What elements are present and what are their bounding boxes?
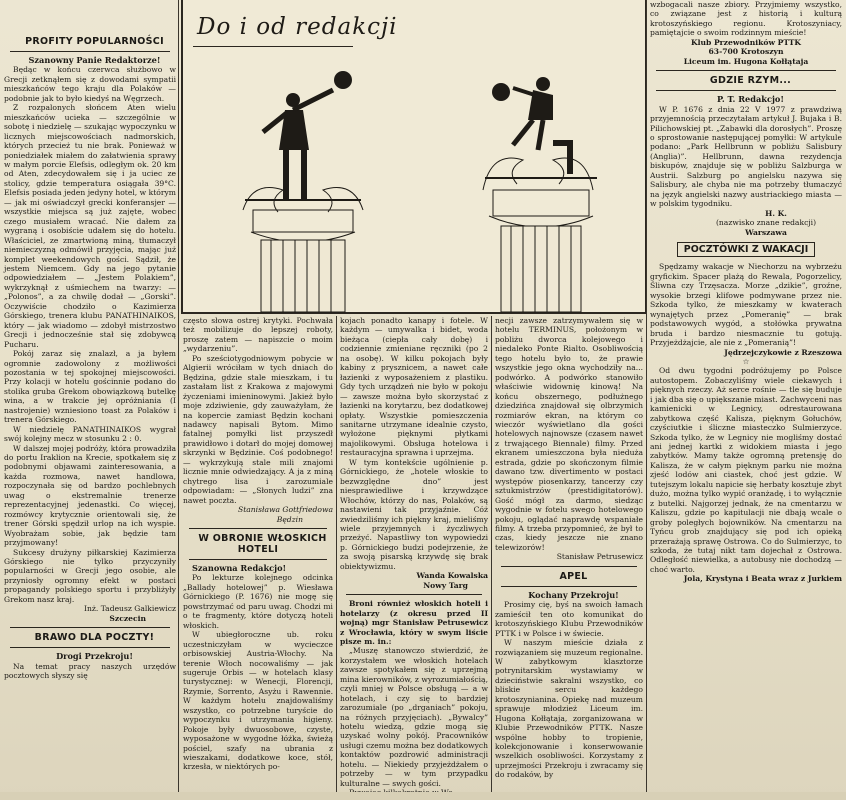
header-illustration [181, 0, 647, 314]
salutation: P. T. Redakcjo! [717, 94, 784, 105]
left-man-figure [263, 90, 333, 200]
page-bottom-edge [0, 792, 846, 800]
left-ball [334, 71, 352, 89]
column-2 [183, 316, 333, 792]
signature-city: Nowy Targ [423, 580, 468, 590]
salutation: Kochany Przekroju! [528, 589, 619, 600]
paragraph: „Muszę stanowczo stwierdzić, że korzystałem we włoskich hotelach zawsze spotykałem się z uprzejmą mina kierowników, z wyrozumiałością, czyli mniej w Polsce obsługą — a w hotelach, i czy się to bardziej zarozumiale (po „drganiach” pokoju, na różnych przyjęciach). „Bywalcy” hotelu wiedzą, gdzie mogą się uzyskać wolny pokój. Pracowników usługi czemu można bez dodatkowych kontaktów pozdrowić administracji hotelu. — Niekiedy przyjeżdżałem o potrzeby — w tym przypadku kulturalne — swych gości. [340, 646, 488, 788]
paragraph: Będąc w końcu czerwca służbowo w Grecji zetknąłem się z dowodami sympatii mieszkańców tego kraju dla Polaków — podobnie jak to było kiedyś na Węgrzech. [4, 65, 176, 103]
heading-profity: PROFITY POPULARNOŚCI [25, 36, 164, 47]
paragraph: W dalszej mojej podróży, która prowadziła do portu Iraklion na Krecie, spotkałem się z podobnymi objawami zainteresowania, a każda rozmowa, nawet handlowa, rozpoczynała się od bardzo pochlebnych uwag o ekstremalnie trenerze reprezentacyjnej jedenastki. Co więcej, rozmówcy krytycznie orientowali się, że trener Górski spędził urlop na ich wyspie. Wyobrażam sobie, jak będzie tam przyjmowany! [4, 443, 176, 548]
divider [10, 647, 170, 648]
paragraph: Sukcesy drużyny piłkarskiej Kazimierza Górskiego nie tylko przyczyniły popularności w Grecji jego osobie, ale przyniosły ogromny efekt w postaci propagandy polskiego sportu i przybliżyły Grekom nasz kraj. [4, 547, 176, 604]
paragraph: często słowa ostrej krytyki. Pochwała też mobilizuje do lepszej roboty, proszę zatem — napiszcie o moim „wydarzeniu”. [183, 316, 333, 354]
right-ball [492, 83, 510, 101]
divider [346, 594, 482, 595]
star-separator: ☆ [742, 356, 750, 366]
heading-pocztowki: POCZTÓWKI Z WAKACJI [677, 242, 816, 257]
heading-gdzie-rzym: GDZIE RZYM... [709, 75, 792, 87]
signature: Jola, Krystyna i Beata wraz z Jurkiem [683, 574, 842, 584]
heading-w-obronie: W OBRONIE WŁOSKICH HOTELI [198, 532, 327, 555]
salutation: Szanowny Panie Redaktorze! [28, 55, 161, 65]
signature: Stanisław Petrusewicz [556, 552, 643, 562]
divider [501, 566, 637, 567]
club-line: Klub Przewodników PTTK [691, 37, 801, 47]
column-rule [336, 316, 337, 792]
column-4 [495, 316, 643, 792]
heading-brawo: BRAWO DLA POCZTY! [34, 632, 155, 644]
signature-city: Warszawa [745, 227, 787, 237]
paragraph: W naszym mieście działa z rozwiązaniem się muzeum regionalne. W zabytkowym klasztorze potrynitarskim wystawiamy w dzieciństwie sakralni wszystko, co bliskie sercu każdego krotoszynianina. Opiekę nad muzeum sprawuje młodzież Liceum im. Hugona Kołłątaja, zorganizowana w Klubie Przewodników PTTK. Nasze wspólne hobby to tropienie, kolekcjonowanie i konserwowanie wszelkich osobliwości. Korzystamy z uprzejmości Przekroju i zwracamy się do rodaków, by [495, 638, 643, 780]
signature-city: Szczecin [109, 613, 146, 623]
divider [189, 559, 327, 560]
column-rule [178, 0, 179, 792]
paragraph: necji zawsze zatrzymywałem się w hotelu TERMINUS, położonym w pobliżu dworca kolejowego i niedaleko Ponte Rialto. Osobliwością tego hotelu było to, że prawie wszystkie jego okna wychodziły na... podwórko. A podwórko stanowiło właściwie widownię kinową! Na końcu obszernego, podłużnego dziedzińca znajdował się olbrzymich rozmiarów ekran, na którym co wieczór wyświetlano dla gości hotelowych najnowsze (czasem nawet z trwającego Biennale) filmy. Przed ekranem umieszczona była nieduża estrada, gdzie po skończonym filmie dawano tzw. divertimento w postaci występów piosenkarzy, tancerzy czy sztukmistrzów (prestidigitatorów). Gość mógł za darmo, siedząc wygodnie w fotelu swego hotelowego pokoju, oglądać naprawdę wspaniałe filmy. A trzeba przypomnieć, że był to czas, kiedy jeszcze nie znano telewizorów! [495, 316, 643, 552]
paragraph: Z rozpalonych słońcem Aten wielu mieszkańców ucieka — szczególnie w sobotę i niedzielę — szukając wypoczynku w licznych miejscowościach nadmorskich, których przecież tu nie brak. Ponieważ w poniedziałek miałem do załatwienia sprawy w małym porcie Elefsis, odległym ok. 20 km od Aten, zdecydowałem się i ja uciec ze stolicy, gdzie temperatura osiągała 39°C. Elefsis posiada jeden jedyny hotel, w którym — jak mi oświadczył grecki konferansjer — wszystkie miejsca są już zajęte, wobec czego musiałem wracać. Nie dałem za wygraną i osobiście udałem się do hotelu. Właściciel, ze zmartwioną miną, tłumaczył niemieczyzną odmówił przyjęcia, mając już komplet weekendowych gości. Sądził, że jestem Niemcem. Gdy na jego pytanie odpowiedziałem — „Jestem Polakiem”, wykrzyknął z uśmiechem na twarzy: — „Polonos”, a za chwilę dodał — „Gorski”. Oczywiście chodziło o Kazimierza Górskiego, trenera klubu PANATHINAIKOS, który — jak wiadomo — zdobył mistrzostwo Grecji i jednocześnie stał się zdobywcą Pucharu. [4, 103, 176, 349]
divider [10, 51, 170, 52]
signature: Jędrzejczykowie z Rzeszowa [724, 347, 842, 357]
paragraph: W P. 1676 z dnia 22 V 1977 z prawdziwą przyjemnością przeczytałam artykuł J. Bujaka i B. Pilichowskiej pt. „Zabawki dla dorosłych”. Proszę o sprostowanie następującej pomyłki: W artykule podano: „Park Hellbrunn w pobliżu Salisbury (Anglia)”. Hellbrunn, dawna rezydencja biskupów, znajduje się w pobliżu Salzburga w Austrii. Salzburg po angielsku nazywa się Salisbury, ale chyba nie ma potrzeby tłumaczyć na język angielski nazwy austriackiego miasta — w polskim tygodniku. [650, 104, 842, 209]
paragraph: W niedzielę PANATHINAIKOS wygrał swój kolejny mecz w stosunku 2 : 0. [4, 424, 176, 444]
section-title: Do i od redakcji [197, 14, 398, 40]
paragraph: Prosimy cię, byś na swoich łamach zamieścił ten oto komunikat do krotoszyńskiego Klubu Przewodników PTTK i w Polsce i w świecie. [495, 600, 643, 638]
club-line: 63-700 Krotoszyn [708, 47, 784, 57]
heading-apel: APEL [559, 570, 588, 582]
divider [501, 586, 637, 587]
paragraph: Po sześciotygodniowym pobycie w Algierii wróciłam w tych dniach do Będzina, gdzie stale mieszkam, i tu zastałam list z Krakowa z majowymi życzeniami imieninowymi. Jakież było moje zdziwienie, gdy zauważyłam, że na kopercie zamiast Będzin kochani nadawcy napisali Bytom. Mimo fatalnej pomyłki list przyszedł prawidłowo i dotarł do mojej domowej skrzynki w Będzinie. Coś podobnego! — wykrzykują stale mili znajomi licznie mnie odwiedzający. A ja z miną chytrego lisa i zarozumiale odpowiadam: — „Słonych ludzi” zna nawet poczta. [183, 353, 333, 505]
left-column-drawing [243, 188, 363, 313]
paragraph: Pokój zaraz się znalazł, a ja byłem ogromnie zadowolony z możliwości pozostania w tej spokojnej miejscowości. Przy kolacji w hotelu gościnnie podano do stolika gruba Grekom obowiązkową butelkę wina, a w trakcie jej opróżniania (I nastrojenie) wzniesiono toast za Polaków i trenera Górskiego. [4, 349, 176, 425]
signature: Inż. Tadeusz Galkiewicz [83, 604, 176, 614]
paragraph: W ubiegłoroczne ub. roku uczestniczyłam w wycieczce orbisowskiej Austria-Włochy. Na terenie Włoch nocowaliśmy — jak sugeruje Orbis — w hotelach klasy turystycznej: w Wenecji, Florencji, Rzymie, Sorrento, Asyżu i Rawennie. W każdym hotelu znajdowaliśmy wszystko, co potrzebne turyście do wypoczynku i utrzymania higieny. Pokoje były dwuosobowe, czyste, wyposażone w wygodne łóżka, świeżą pościel, szafy na ubrania z wieszakami, dodatkowe koce, stół, krzesła, w niektórych po- [183, 630, 333, 772]
signature-note: (nazwisko znane redakcji) [715, 218, 817, 228]
paragraph: Na temat pracy naszych urzędów pocztowych słyszy się [4, 661, 176, 681]
club-line: Liceum im. Hugona Kołłątaja [683, 56, 809, 66]
salutation: Szanowna Redakcjo! [192, 562, 287, 573]
divider [656, 70, 836, 71]
paragraph: wzbogacali nasze zbiory. Przyjmiemy wszystko, co związane jest z historią i kulturą krotoszyńskiego regionu. Krotoszyniacy, pamiętajcie o swoim rodzinnym mieście! [650, 0, 842, 38]
divider [189, 528, 327, 529]
paragraph: Po lekturze kolejnego odcinka „Ballady hotelowej” p. Wiesława Górnickiego (P. 1676) nie mogę się powstrzymać od paru uwag. Chodzi mi o te fragmenty, które dotyczą hoteli włoskich. [183, 573, 333, 630]
column-3 [340, 316, 488, 792]
signature-city: Będzin [276, 514, 303, 524]
signature: H. K. [765, 208, 787, 218]
column-5 [650, 0, 842, 792]
signature: Stanisława Gottfriedowa [238, 505, 333, 515]
paragraph: Od dwu tygodni podróżujemy po Polsce autostopem. Zobaczyliśmy wiele ciekawych i pięknych rzeczy. Aż serce rośnie — tle się buduje i jak dba się o upiększanie miast. Zachwyceni nas kamienicki w Legnicy, odrestaurowana zabytkowa część Kalisza, pięknym Gołuchów, czyściutkie i śliczne miasteczko Sulmierzyce. Szkoda tylko, że w Legnicy nie mogliśmy dostać ani jednej kartki z widokiem miasta i jego zabytków. Mamy także ogromną pretensję do Kalisza, że w całym pięknym parku nie można zjeść lodów ani ciastek, choć jest gdzie. W tutejszym lokalu napicie się herbaty kosztuje zbyt dużo, można tylko wypić oranżadę, i to wyłącznie z butelki. Najgorzej jednak, że na cmentarzu w Kaliszu, gdzie po kapitulacji nie dbają wcale o groby poległych bojowników. Na cmentarzu na Tyńcu grob znajdujący się pod ich opieką przerażają sprawę Ostrowa. Co do Sulmierzyc, to szkoda, że tutaj nikt tam dojechał z Ostrowa. Odległość niewielka, a autobusy nie dochodzą — choć warto. [650, 366, 842, 574]
bold-intro: Broni również włoskich hoteli i hotelarzy (z okresu przed II wojną) mgr Stanisław Petrusewicz z Wrocławia, który w swym liście pisze m. in.: [340, 599, 488, 646]
paragraph: Spędzamy wakacje w Niechorzu na wybrzeżu gryfickim. Spacer plażą do Rewala, Pogorzelicy, Śliwna czy Trzęsacza. Morze „dzikie”, groźne, wysokie brzegi klifowe podmywane przez nie. Szkoda tylko, że mieszkamy w kwaterach wynajętych przez „Pomeranię” — brak podstawowych wygód, a stołówka prywatna bruda i bardzo niesmacznie tu gotują. Przyjeżdżajcie, ale nie z „Pomeranią”! [650, 262, 842, 348]
divider [10, 627, 170, 628]
salutation: Drogi Przekroju! [56, 651, 133, 662]
column-rule [646, 0, 647, 792]
column-rule [491, 316, 492, 792]
signature: Wanda Kowalska [416, 571, 488, 581]
divider [656, 90, 836, 91]
columns-illustration [183, 0, 645, 312]
column-1 [4, 0, 176, 792]
paragraph: kojach ponadto kanapy i fotele. W każdym — umywalka i bidet, woda bieżąca (ciepła cały dobę) i codziennie zmieniane ręczniki (po 2 na osobę). W kilku pokojach były kabiny z prysznicem, a nawet całe łazienki z wyposażeniem z plastiku. Gdy tych urządzeń nie było w pokoju — zawsze można było skorzystać z łazienki na korytarzu, bez dodatkowej opłaty. Wszystkie pomieszczenia sanitarne utrzymane idealnie czysto, wyłożone pięknymi płytkami majolikowymi. Obsługa hotelowa i restauracyjna sprawna i uprzejma. [340, 316, 488, 458]
paragraph: W tym kontekście ugólnienie p. Górnickiego, że „hotele włoskie to bezwzględne dno” jest niesprawiedliwe i krzywdzące Włochów, którzy do nas, Polaków, są nastawieni tak przyjaźnie. Cóż zwiedziliśmy ich piękny kraj, mieliśmy wiele przyjemnych i życzliwych przeżyć. Napastliwy ton wypowiedzi p. Górnickiego budzi podejrzenie, że za swoją pisarską krzywdę się brak obiektywizmu. [340, 457, 488, 571]
right-column-drawing [483, 158, 597, 312]
